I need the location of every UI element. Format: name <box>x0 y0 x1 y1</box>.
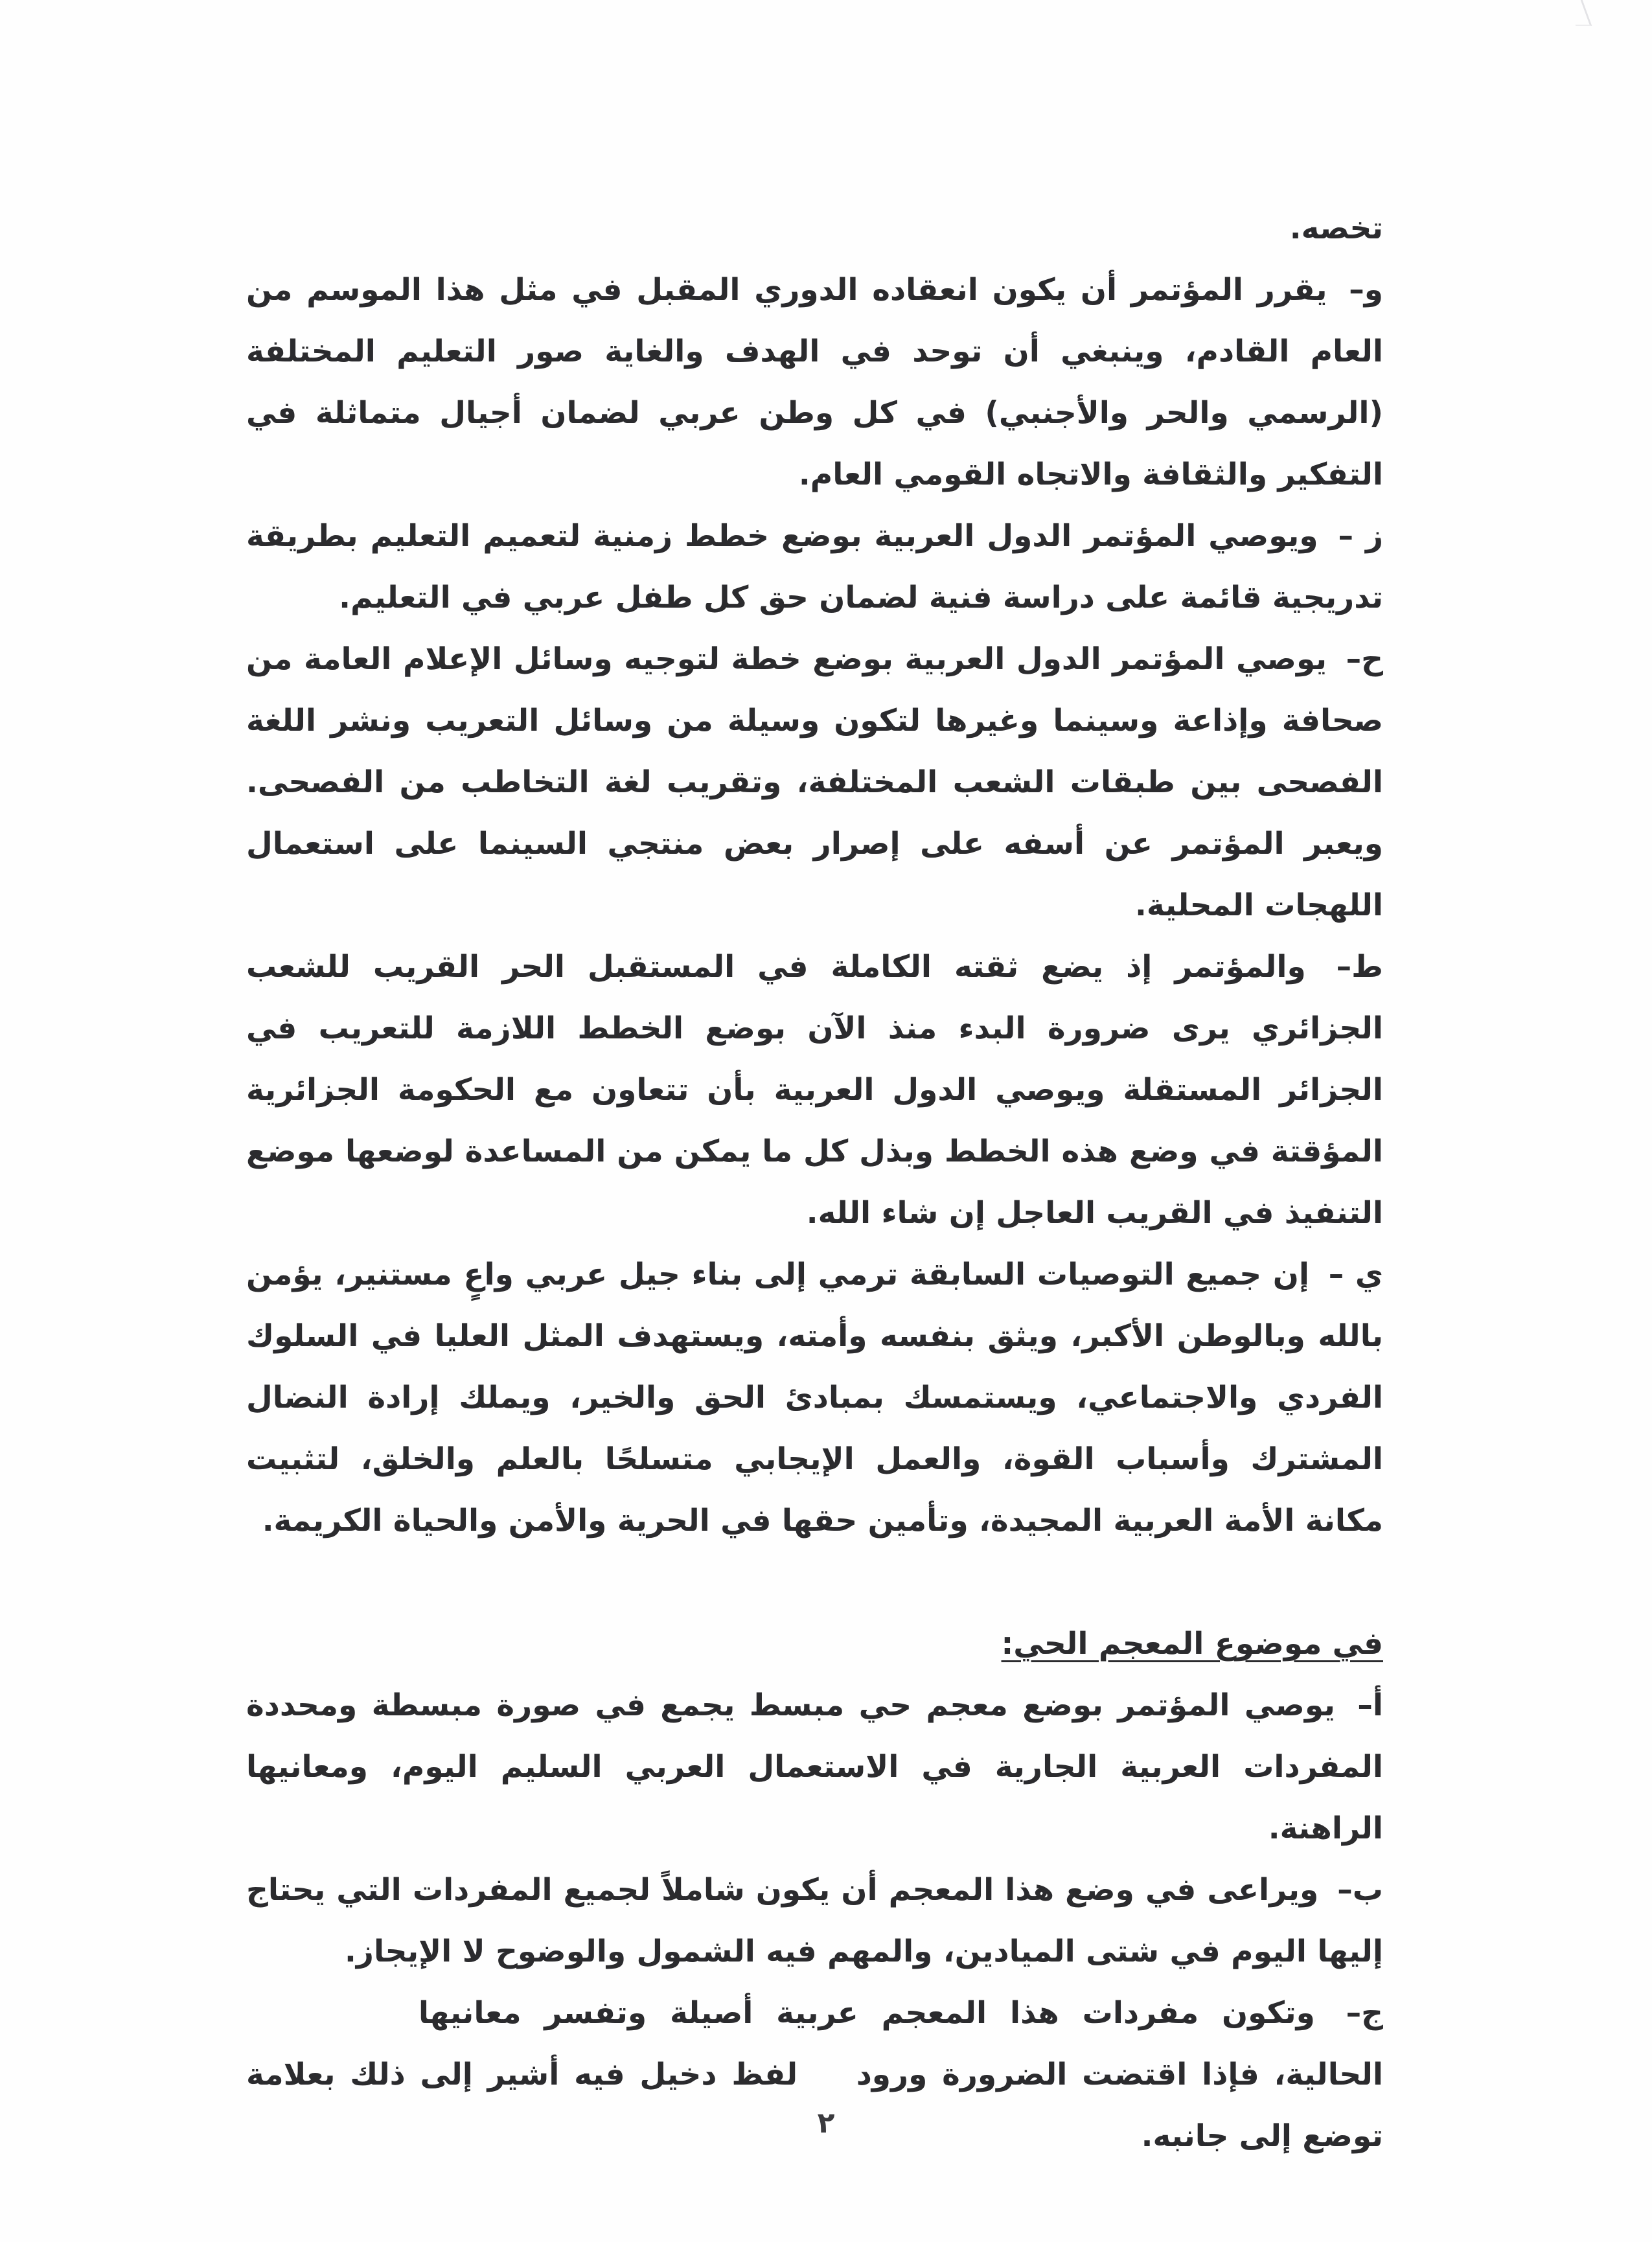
continuation-text: تخصه. <box>1289 211 1383 246</box>
item-text: ويراعى في وضع هذا المعجم أن يكون شاملاً لجميع المفردات التي يحتاج إليها اليوم في شتى الميادين، والمهم فيه الشمول والوضوح لا الإيجاز. <box>246 1872 1383 1969</box>
list-item-zay <box>246 505 1383 628</box>
list-item-waw <box>246 259 1383 505</box>
document-body <box>246 198 1383 2167</box>
item-text-part1: وتكون مفردات هذا المعجم عربية أصيلة وتفسر معانيها <box>418 1995 1315 2031</box>
item-marker: أ– <box>1357 1687 1383 1723</box>
item-text: ويوصي المؤتمر الدول العربية بوضع خطط زمنية لتعميم التعليم بطريقة تدريجية قائمة على دراسة فنية لضمان حق كل طفل عربي في التعليم. <box>246 518 1383 615</box>
item-text-part3: لفظ دخيل فيه أشير إلى ذلك بعلامة توضع إلى جانبه. <box>246 2057 1383 2154</box>
item-text: إن جميع التوصيات السابقة ترمي إلى بناء جيل عربي واعٍ مستنير، يؤمن بالله وبالوطن الأكبر، ويثق بنفسه وأمته، ويستهدف المثل العليا في السلوك الفردي والاجتماعي، ويستمسك بمبادئ الحق والخير، ويملك إرادة النضال المشترك وأسباب القوة، والعمل الإيجابي متسلحًا بالعلم والخلق، لتثبيت مكانة الأمة العربية المجيدة، وتأمين حقها في الحرية والأمن والحياة الكريمة. <box>246 1257 1383 1539</box>
section-spacer <box>246 1551 1383 1613</box>
item-marker: ج– <box>1346 1995 1383 2031</box>
item-text: يقرر المؤتمر أن يكون انعقاده الدوري المقبل في مثل هذا الموسم من العام القادم، وينبغي أن توحد في الهدف والغاية صور التعليم المختلفة (الرسمي والحر والأجنبي) في كل وطن عربي لضمان أجيال متماثلة في التفكير والثقافة والاتجاه القومي العام. <box>246 272 1383 492</box>
item-marker: ي – <box>1328 1257 1383 1292</box>
list-item-alif <box>246 1675 1383 1859</box>
item-text-part2: الحالية، فإذا اقتضت الضرورة ورود <box>856 2057 1383 2092</box>
list-item-ta <box>246 936 1383 1244</box>
item-marker: ح– <box>1346 641 1383 677</box>
item-marker: ط– <box>1336 949 1383 985</box>
page-number: ٢ <box>817 2107 835 2140</box>
list-item-ya <box>246 1244 1383 1551</box>
item-marker: و– <box>1349 272 1383 308</box>
item-text: يوصي المؤتمر بوضع معجم حي مبسط يجمع في صورة مبسطة ومحددة المفردات العربية الجارية في الاستعمال العربي السليم اليوم، ومعانيها الراهنة. <box>246 1687 1383 1846</box>
list-item-ha <box>246 628 1383 936</box>
section-heading: في موضوع المعجم الحي: <box>1001 1626 1383 1662</box>
item-marker: ب– <box>1337 1872 1383 1908</box>
item-text: يوصي المؤتمر الدول العربية بوضع خطة لتوجيه وسائل الإعلام العامة من صحافة وإذاعة وسينما وغيرها لتكون وسيلة من وسائل التعريب ونشر اللغة الفصحى بين طبقات الشعب المختلفة، وتقريب لغة التخاطب من الفصحى. ويعبر المؤتمر عن أسفه على إصرار بعض منتجي السينما على استعمال اللهجات المحلية. <box>246 641 1383 923</box>
item-text: والمؤتمر إذ يضع ثقته الكاملة في المستقبل الحر القريب للشعب الجزائري يرى ضرورة البدء منذ الآن بوضع الخطط اللازمة للتعريب في الجزائر المستقلة ويوصي الدول العربية بأن تتعاون مع الحكومة الجزائرية المؤقتة في وضع هذه الخطط وبذل كل ما يمكن من المساعدة لوضعها موضع التنفيذ في القريب العاجل إن شاء الله. <box>246 949 1383 1231</box>
item-marker: ز – <box>1338 518 1383 554</box>
continuation-line <box>246 198 1383 259</box>
list-item-ba <box>246 1859 1383 1982</box>
scan-corner-mark <box>1566 0 1592 26</box>
